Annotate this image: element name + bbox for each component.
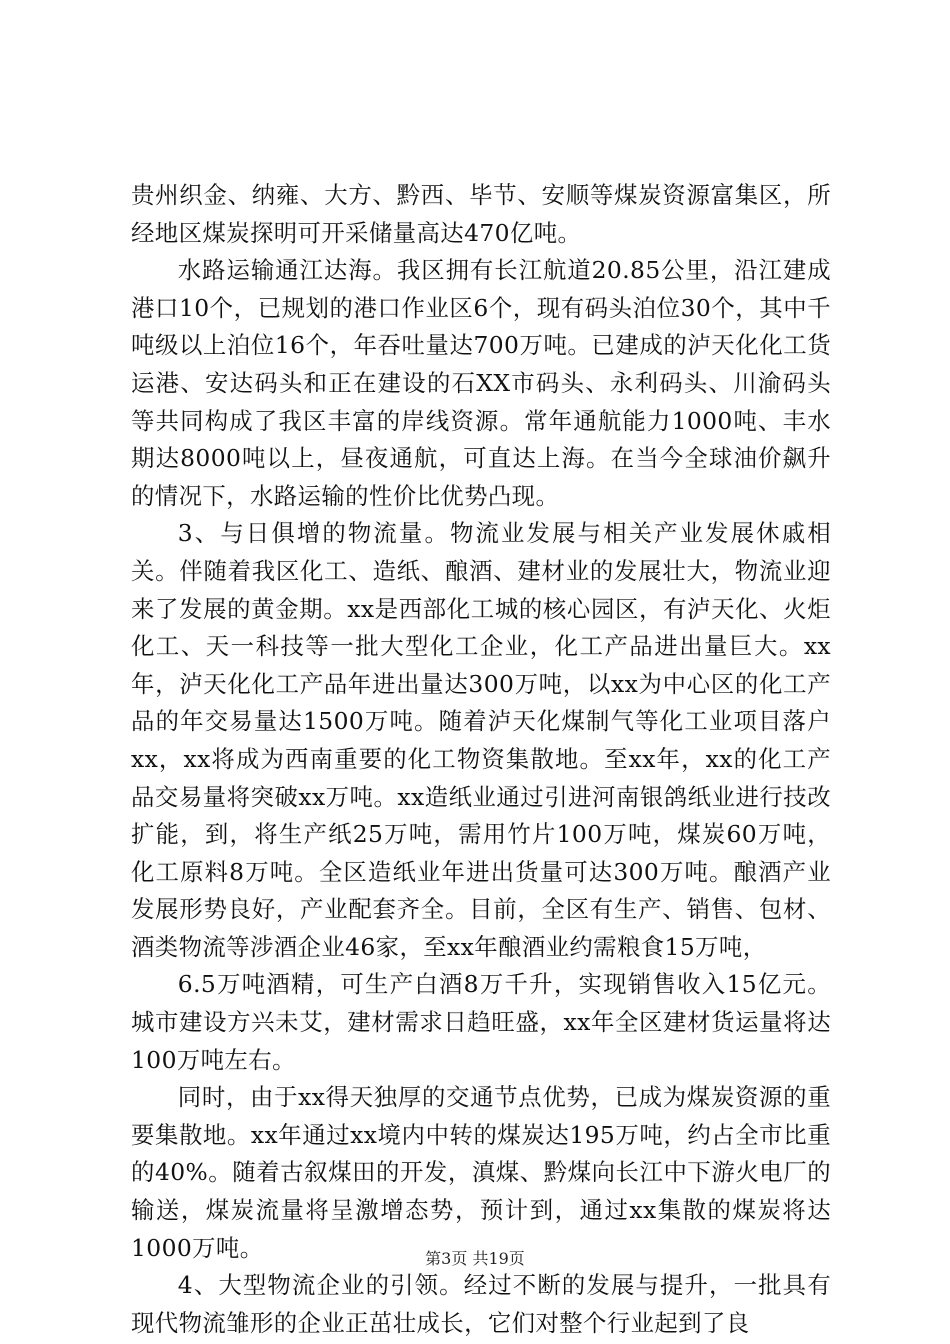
paragraph-5: 同时，由于xx得天独厚的交通节点优势，已成为煤炭资源的重要集散地。xx年通过xx境内中转的煤炭达195万吨，约占全市比重的40%。随着古叙煤田的开发，滇煤、黔煤向长江中下游火电厂的输送，煤炭流量将呈激增态势，预计到，通过xx集散的煤炭将达1000万吨。 — [131, 1083, 831, 1262]
paragraph-6: 4、大型物流企业的引领。经过不断的发展与提升，一批具有现代物流雏形的企业正茁壮成长，它们对整个行业起到了良 — [131, 1271, 831, 1337]
paragraph-3: 3、与日俱增的物流量。物流业发展与相关产业发展休戚相关。伴随着我区化工、造纸、酿酒、建材业的发展壮大，物流业迎来了发展的黄金期。xx是西部化工城的核心园区，有泸天化、火炬化工、天一科技等一批大型化工企业，化工产品进出量巨大。xx年，泸天化化工产品年进出量达300万吨，以xx为中心区的化工产品的年交易量达1500万吨。随着泸天化煤制气等化工业项目落户xx，xx将成为西南重要的化工物资集散地。至xx年，xx的化工产品交易量将突破xx万吨。xx造纸业通过引进河南银鸽纸业进行技改扩能，到，将生产纸25万吨，需用竹片100万吨，煤炭60万吨，化工原料8万吨。全区造纸业年进出货量可达300万吨。酿酒产业发展形势良好，产业配套齐全。目前，全区有生产、销售、包材、酒类物流等涉酒企业46家，至xx年酿酒业约需粮食15万吨， — [131, 519, 831, 961]
paragraph-2: 水路运输通江达海。我区拥有长江航道20.85公里，沿江建成港口10个，已规划的港口作业区6个，现有码头泊位30个，其中千吨级以上泊位16个，年吞吐量达700万吨。已建成的泸天化化工货运港、安达码头和正在建设的石XX市码头、永利码头、川渝码头等共同构成了我区丰富的岸线资源。常年通航能力1000吨、丰水期达8000吨以上，昼夜通航，可直达上海。在当今全球油价飙升的情况下，水路运输的性价比优势凸现。 — [131, 256, 831, 510]
paragraph-4: 6.5万吨酒精，可生产白酒8万千升，实现销售收入15亿元。城市建设方兴未艾，建材需求日趋旺盛，xx年全区建材货运量将达100万吨左右。 — [131, 970, 831, 1074]
document-body — [131, 177, 831, 1342]
page-footer: 第3页 共19页 — [425, 1249, 525, 1268]
paragraph-1: 贵州织金、纳雍、大方、黔西、毕节、安顺等煤炭资源富集区，所经地区煤炭探明可开采储量高达470亿吨。 — [131, 181, 831, 247]
